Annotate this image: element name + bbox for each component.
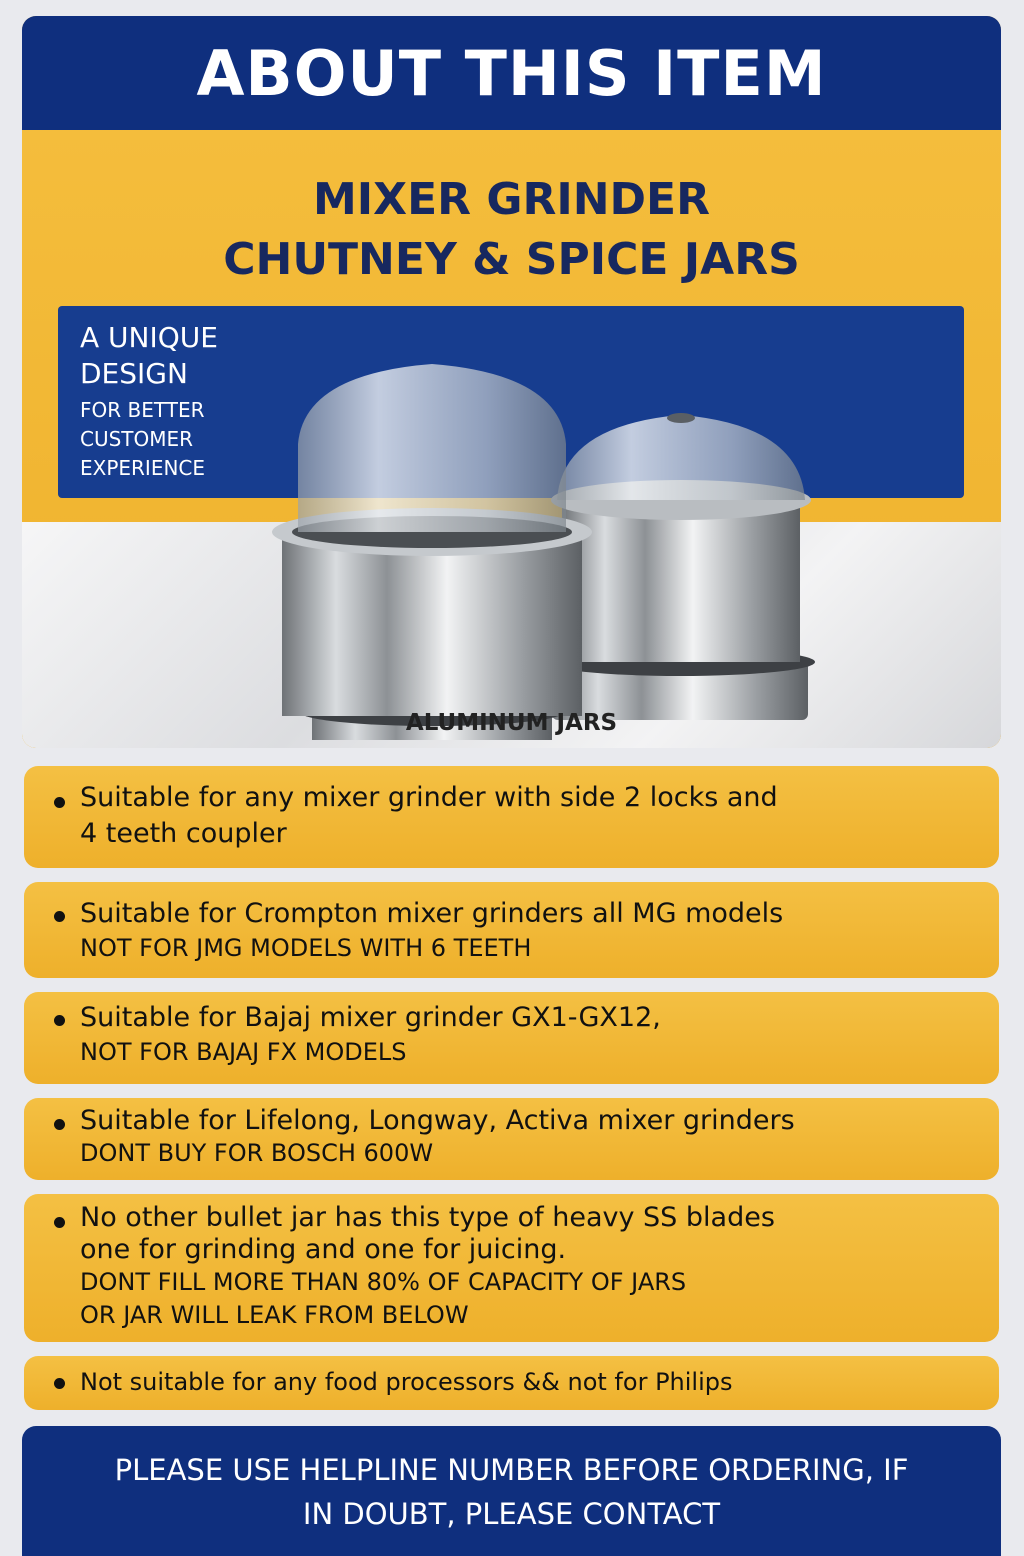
footer-line1: PLEASE USE HELPLINE NUMBER BEFORE ORDERING, IF xyxy=(114,1453,909,1487)
feature-1-line1: Suitable for any mixer grinder with side 2 locks and xyxy=(80,782,778,813)
bullet-icon xyxy=(54,1015,65,1026)
jars-caption: ALUMINUM JARS xyxy=(405,710,618,736)
feature-item-5 xyxy=(24,1194,999,1342)
feature-item-1 xyxy=(24,766,999,868)
band-line3: FOR BETTER xyxy=(80,398,205,422)
section-header: ABOUT THIS ITEM xyxy=(22,16,1001,130)
right-jar xyxy=(545,413,815,720)
feature-item-2 xyxy=(24,882,999,978)
feature-2-line1: Suitable for Crompton mixer grinders all MG models xyxy=(80,898,784,929)
feature-4-line1: Suitable for Lifelong, Longway, Activa mixer grinders xyxy=(80,1105,795,1136)
feature-5-line1: No other bullet jar has this type of heavy SS blades xyxy=(80,1202,775,1233)
hero-panel xyxy=(22,130,1001,748)
feature-5-line3: DONT FILL MORE THAN 80% OF CAPACITY OF JARS xyxy=(80,1268,687,1296)
hero-title-line2: CHUTNEY & SPICE JARS xyxy=(223,234,800,285)
band-line5: EXPERIENCE xyxy=(80,456,206,480)
feature-5-line4: OR JAR WILL LEAK FROM BELOW xyxy=(80,1301,469,1329)
feature-4-line2: DONT BUY FOR BOSCH 600W xyxy=(80,1139,434,1167)
bullet-icon xyxy=(54,911,65,922)
feature-3-line1: Suitable for Bajaj mixer grinder GX1-GX12, xyxy=(80,1002,661,1033)
feature-item-4 xyxy=(24,1098,999,1180)
helpline-footer xyxy=(22,1426,1001,1556)
hero-title-line1: MIXER GRINDER xyxy=(313,174,710,225)
band-line1: A UNIQUE xyxy=(80,321,218,354)
feature-1-line2: 4 teeth coupler xyxy=(80,818,287,849)
feature-item-6 xyxy=(24,1356,999,1410)
hero-title xyxy=(22,170,1001,290)
bullet-icon xyxy=(54,797,65,808)
band-line4: CUSTOMER xyxy=(80,427,194,451)
feature-3-line2: NOT FOR BAJAJ FX MODELS xyxy=(80,1038,407,1066)
feature-item-3 xyxy=(24,992,999,1084)
feature-6-line1: Not suitable for any food processors && not for Philips xyxy=(80,1368,733,1396)
feature-2-line2: NOT FOR JMG MODELS WITH 6 TEETH xyxy=(80,934,532,962)
band-line2: DESIGN xyxy=(80,357,188,390)
footer-line2: IN DOUBT, PLEASE CONTACT xyxy=(302,1497,721,1531)
bullet-icon xyxy=(54,1119,65,1130)
about-item-card xyxy=(22,16,1001,748)
left-jar xyxy=(272,364,592,740)
design-band-text xyxy=(80,320,218,483)
feature-5-line2: one for grinding and one for juicing. xyxy=(80,1234,567,1265)
bullet-icon xyxy=(54,1217,65,1228)
product-jars-image xyxy=(232,300,832,740)
bullet-icon xyxy=(54,1378,65,1389)
